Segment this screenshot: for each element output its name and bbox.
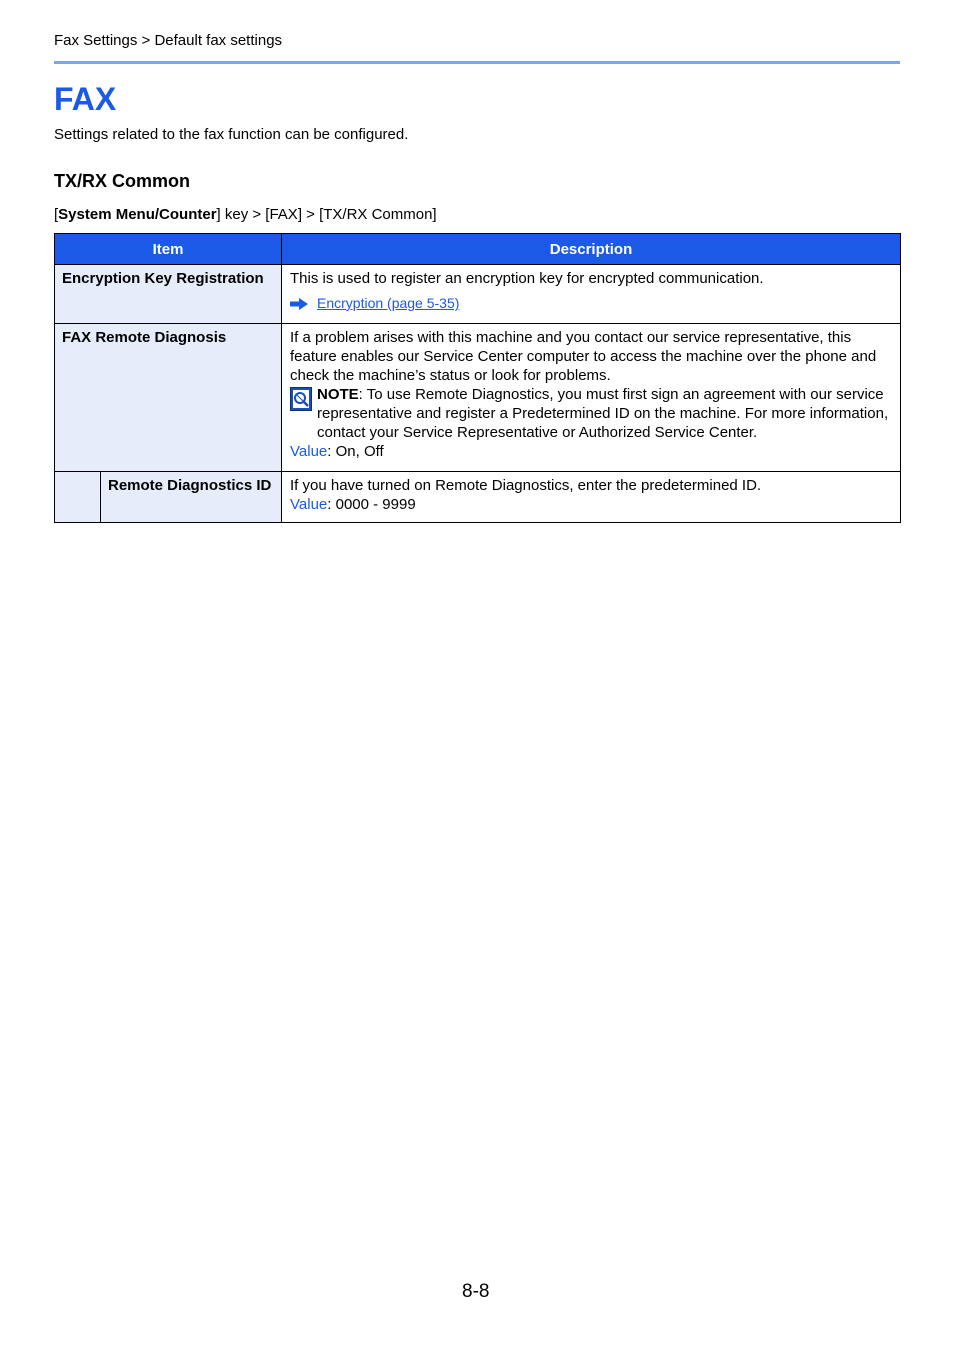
key-path-key: System Menu/Counter bbox=[58, 206, 217, 223]
cross-reference bbox=[290, 294, 892, 313]
value-line bbox=[290, 495, 892, 514]
note-text bbox=[317, 385, 892, 442]
item-description bbox=[282, 324, 901, 472]
item-name: Encryption Key Registration bbox=[55, 265, 282, 324]
item-name: FAX Remote Diagnosis bbox=[55, 324, 282, 472]
value-label: Value bbox=[290, 496, 328, 513]
key-path bbox=[54, 206, 437, 224]
value-line bbox=[290, 442, 892, 461]
column-header-description: Description bbox=[282, 234, 901, 265]
description-text: If a problem arises with this machine and you contact our service representative, this feature enables our Service Center computer to access the machine over the phone and check the machine’s status or look for problems. bbox=[290, 329, 877, 384]
section-title: TX/RX Common bbox=[54, 171, 191, 191]
table-row bbox=[55, 265, 901, 324]
settings-table bbox=[54, 233, 901, 523]
page-number: 8-8 bbox=[462, 1281, 490, 1302]
note-label: NOTE bbox=[317, 386, 359, 403]
value-text: : 0000 - 9999 bbox=[327, 496, 416, 513]
item-name: Remote Diagnostics ID bbox=[101, 472, 282, 523]
intro-text: Settings related to the fax function can be configured. bbox=[54, 126, 409, 143]
page-title: FAX bbox=[54, 81, 117, 117]
indent-cell bbox=[55, 472, 101, 523]
value-label: Value bbox=[290, 443, 328, 460]
note-block bbox=[290, 385, 892, 442]
description-text: This is used to register an encryption key for encrypted communication. bbox=[290, 270, 764, 287]
note-icon bbox=[290, 387, 312, 411]
description-text: If you have turned on Remote Diagnostics, enter the predetermined ID. bbox=[290, 477, 762, 494]
key-path-rest: ] key > [FAX] > [TX/RX Common] bbox=[216, 206, 437, 223]
table-header-row bbox=[55, 234, 901, 265]
item-description bbox=[282, 472, 901, 523]
table-row bbox=[55, 324, 901, 472]
note-body: : To use Remote Diagnostics, you must first sign an agreement with our service representative and register a Predetermined ID on the machine. For more information, contact your Service Representative or Authorized Service Center. bbox=[317, 386, 889, 441]
table-row bbox=[55, 472, 901, 523]
key-path-open: [ bbox=[54, 206, 59, 223]
item-description bbox=[282, 265, 901, 324]
column-header-item: Item bbox=[55, 234, 282, 265]
value-text: : On, Off bbox=[327, 443, 384, 460]
encryption-link[interactable]: Encryption (page 5-35) bbox=[317, 295, 460, 311]
arrow-right-icon bbox=[290, 298, 308, 310]
breadcrumb: Fax Settings > Default fax settings bbox=[54, 32, 283, 49]
header-divider bbox=[54, 61, 900, 64]
